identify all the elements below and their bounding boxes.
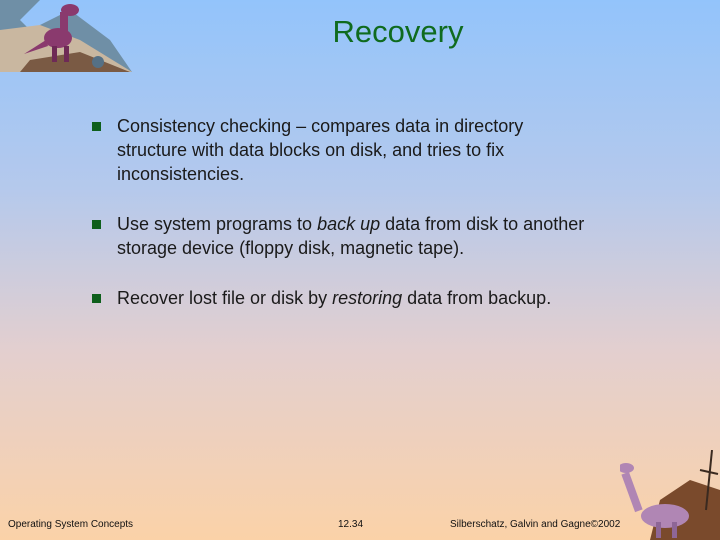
bullet-item xyxy=(92,114,592,186)
square-bullet-icon xyxy=(92,294,101,303)
bullet-text: data from disk to another storage device (floppy disk, magnetic tape). xyxy=(117,214,585,258)
bullet-text: data from backup. xyxy=(402,288,552,308)
bullet-text: Consistency checking – compares data in directory structure with data blocks on disk, and tries to fix inconsistencies. xyxy=(117,116,524,184)
bullet-item xyxy=(92,286,592,310)
dinosaur-landscape-bottom-right-image xyxy=(620,450,720,540)
footer-page-number: 12.34 xyxy=(338,519,364,530)
bullet-text: Use system programs to xyxy=(117,214,318,234)
footer-book-title: Operating System Concepts xyxy=(8,519,134,530)
square-bullet-icon xyxy=(92,220,101,229)
bullet-item xyxy=(92,212,592,260)
footer-copyright: Silberschatz, Galvin and Gagne©2002 xyxy=(450,519,621,530)
slide-title: Recovery xyxy=(332,14,464,49)
bullet-emphasis: restoring xyxy=(332,288,403,308)
bullet-text: Recover lost file or disk by xyxy=(117,288,333,308)
bullet-list xyxy=(92,114,592,336)
square-bullet-icon xyxy=(92,122,101,131)
bullet-emphasis: back up xyxy=(317,214,381,234)
